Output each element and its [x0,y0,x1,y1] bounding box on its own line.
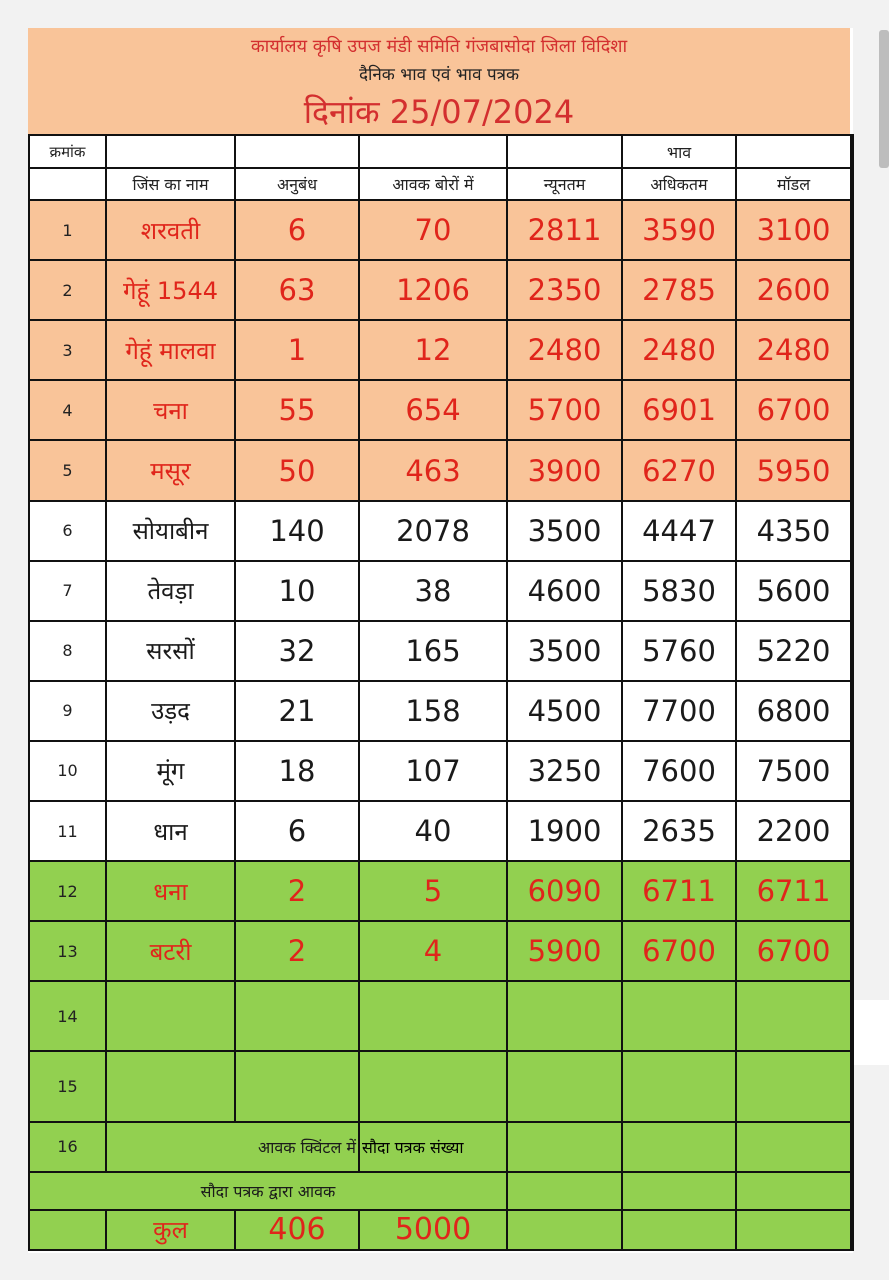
contracts-cell: 21 [235,681,359,741]
max-price-cell: 7700 [622,681,736,741]
empty-cell [507,1051,622,1121]
modal-price-cell: 2480 [736,320,852,380]
modal-price-cell: 5220 [736,621,852,681]
empty-cell [622,1210,736,1250]
contracts-cell: 55 [235,380,359,440]
empty-cell [29,1210,106,1250]
max-price-cell: 4447 [622,501,736,561]
col-contracts-header: अनुबंध [235,168,359,200]
modal-price-cell: 7500 [736,741,852,801]
header-row-2 [29,168,852,200]
header-cell [736,135,852,168]
serial-cell: 3 [29,320,106,380]
min-price-cell: 2480 [507,320,622,380]
min-price-cell: 2350 [507,260,622,320]
empty-cell [622,1122,736,1172]
commodity-cell: सरसों [106,621,235,681]
empty-cell [622,1051,736,1121]
empty-cell [736,1172,852,1210]
modal-price-cell: 6800 [736,681,852,741]
max-price-cell: 2635 [622,801,736,861]
arrival-cell: 2078 [359,501,507,561]
header-cell [359,135,507,168]
contracts-cell: 32 [235,621,359,681]
serial-cell: 14 [29,981,106,1051]
arrival-cell: 38 [359,561,507,621]
arrival-cell: 654 [359,380,507,440]
arrival-cell: 165 [359,621,507,681]
empty-cell [736,1210,852,1250]
subtitle: दैनिक भाव एवं भाव पत्रक [358,65,520,85]
commodity-cell: सोयाबीन [106,501,235,561]
contracts-cell: 2 [235,861,359,921]
modal-price-cell: 2600 [736,260,852,320]
total-label: कुल [106,1210,235,1250]
min-price-cell: 2811 [507,200,622,260]
header-cell [106,135,235,168]
table-row [29,561,852,621]
contracts-cell: 50 [235,440,359,500]
max-price-cell: 6711 [622,861,736,921]
slip-count-label: सौदा पत्रक संख्या [359,1122,507,1172]
arrival-cell: 107 [359,741,507,801]
empty-cell [507,981,622,1051]
col-commodity-header: जिंस का नाम [106,168,235,200]
contracts-cell: 63 [235,260,359,320]
serial-cell: 9 [29,681,106,741]
header-cell [29,168,106,200]
table-row [29,380,852,440]
contracts-cell: 2 [235,921,359,981]
table-row [29,801,852,861]
empty-row [29,1051,852,1121]
empty-cell [507,1210,622,1250]
arrival-cell: 12 [359,320,507,380]
serial-cell: 16 [29,1122,106,1172]
serial-cell: 4 [29,380,106,440]
empty-cell [736,981,852,1051]
max-price-cell: 2480 [622,320,736,380]
date-line: दिनांक 25/07/2024 [303,93,575,131]
serial-cell: 11 [29,801,106,861]
min-price-cell: 1900 [507,801,622,861]
arrival-cell: 4 [359,921,507,981]
max-price-cell: 6700 [622,921,736,981]
max-price-cell: 2785 [622,260,736,320]
commodity-cell: तेवड़ा [106,561,235,621]
header-cell [507,135,622,168]
min-price-cell: 4600 [507,561,622,621]
contracts-cell: 1 [235,320,359,380]
margin-strip [852,1000,889,1065]
empty-cell [106,1051,235,1121]
table-row [29,440,852,500]
empty-cell [622,981,736,1051]
scrollbar[interactable] [879,30,889,168]
modal-price-cell: 4350 [736,501,852,561]
serial-cell: 5 [29,440,106,500]
arrival-cell: 1206 [359,260,507,320]
max-price-cell: 5760 [622,621,736,681]
serial-cell: 8 [29,621,106,681]
table-row [29,861,852,921]
empty-cell [106,981,235,1051]
serial-cell: 1 [29,200,106,260]
empty-row [29,981,852,1051]
contracts-cell: 140 [235,501,359,561]
empty-cell [235,1051,359,1121]
min-price-cell: 3900 [507,440,622,500]
commodity-cell: गेहूं 1544 [106,260,235,320]
col-arrival-header: आवक बोरों में [359,168,507,200]
contracts-cell: 10 [235,561,359,621]
min-price-cell: 3500 [507,621,622,681]
table-row [29,621,852,681]
arrival-cell: 40 [359,801,507,861]
commodity-cell: धना [106,861,235,921]
commodity-cell: मूंग [106,741,235,801]
header-row-1 [29,135,852,168]
modal-price-cell: 3100 [736,200,852,260]
empty-cell [359,1051,507,1121]
modal-price-cell: 6700 [736,380,852,440]
empty-cell [359,981,507,1051]
col-price-group-header: भाव [622,135,736,168]
arrival-cell: 158 [359,681,507,741]
table-row [29,921,852,981]
total-slips-cell: 5000 [359,1210,507,1250]
min-price-cell: 5700 [507,380,622,440]
empty-cell [235,981,359,1051]
col-min-header: न्यूनतम [507,168,622,200]
commodity-cell: धान [106,801,235,861]
modal-price-cell: 6700 [736,921,852,981]
modal-price-cell: 2200 [736,801,852,861]
slip-arrival-label: सौदा पत्रक द्वारा आवक [29,1172,507,1210]
min-price-cell: 3250 [507,741,622,801]
contracts-cell: 18 [235,741,359,801]
serial-cell: 2 [29,260,106,320]
empty-cell [736,1122,852,1172]
total-row [29,1210,852,1250]
empty-cell [507,1122,622,1172]
empty-cell [507,1172,622,1210]
slip-arrival-row [29,1172,852,1210]
col-modal-header: मॉडल [736,168,852,200]
arrival-cell: 70 [359,200,507,260]
commodity-cell: शरवती [106,200,235,260]
commodity-cell: मसूर [106,440,235,500]
office-title: कार्यालय कृषि उपज मंडी समिति गंजबासोदा जिला विदिशा [250,36,628,57]
arrival-cell: 463 [359,440,507,500]
min-price-cell: 6090 [507,861,622,921]
modal-price-cell: 5950 [736,440,852,500]
table-row [29,200,852,260]
serial-cell: 10 [29,741,106,801]
header-cell [235,135,359,168]
empty-cell [622,1172,736,1210]
min-price-cell: 3500 [507,501,622,561]
max-price-cell: 5830 [622,561,736,621]
summary-row-16 [29,1122,852,1172]
empty-cell [736,1051,852,1121]
table-row [29,681,852,741]
col-serial-header: क्रमांक [29,135,106,168]
table-row [29,741,852,801]
serial-cell: 7 [29,561,106,621]
commodity-cell: गेहूं मालवा [106,320,235,380]
max-price-cell: 6270 [622,440,736,500]
table-row [29,260,852,320]
price-table [28,134,854,1251]
commodity-cell: बटरी [106,921,235,981]
table-row [29,501,852,561]
col-max-header: अधिकतम [622,168,736,200]
modal-price-cell: 6711 [736,861,852,921]
arrival-cell: 5 [359,861,507,921]
min-price-cell: 5900 [507,921,622,981]
modal-price-cell: 5600 [736,561,852,621]
total-quintal-cell: 406 [235,1210,359,1250]
serial-cell: 15 [29,1051,106,1121]
serial-cell: 12 [29,861,106,921]
contracts-cell: 6 [235,200,359,260]
serial-cell: 13 [29,921,106,981]
contracts-cell: 6 [235,801,359,861]
min-price-cell: 4500 [507,681,622,741]
commodity-cell: चना [106,380,235,440]
max-price-cell: 7600 [622,741,736,801]
serial-cell: 6 [29,501,106,561]
table-row [29,320,852,380]
max-price-cell: 3590 [622,200,736,260]
commodity-cell: उड़द [106,681,235,741]
max-price-cell: 6901 [622,380,736,440]
arrival-quintal-label: आवक क्विंटल में [106,1122,359,1172]
